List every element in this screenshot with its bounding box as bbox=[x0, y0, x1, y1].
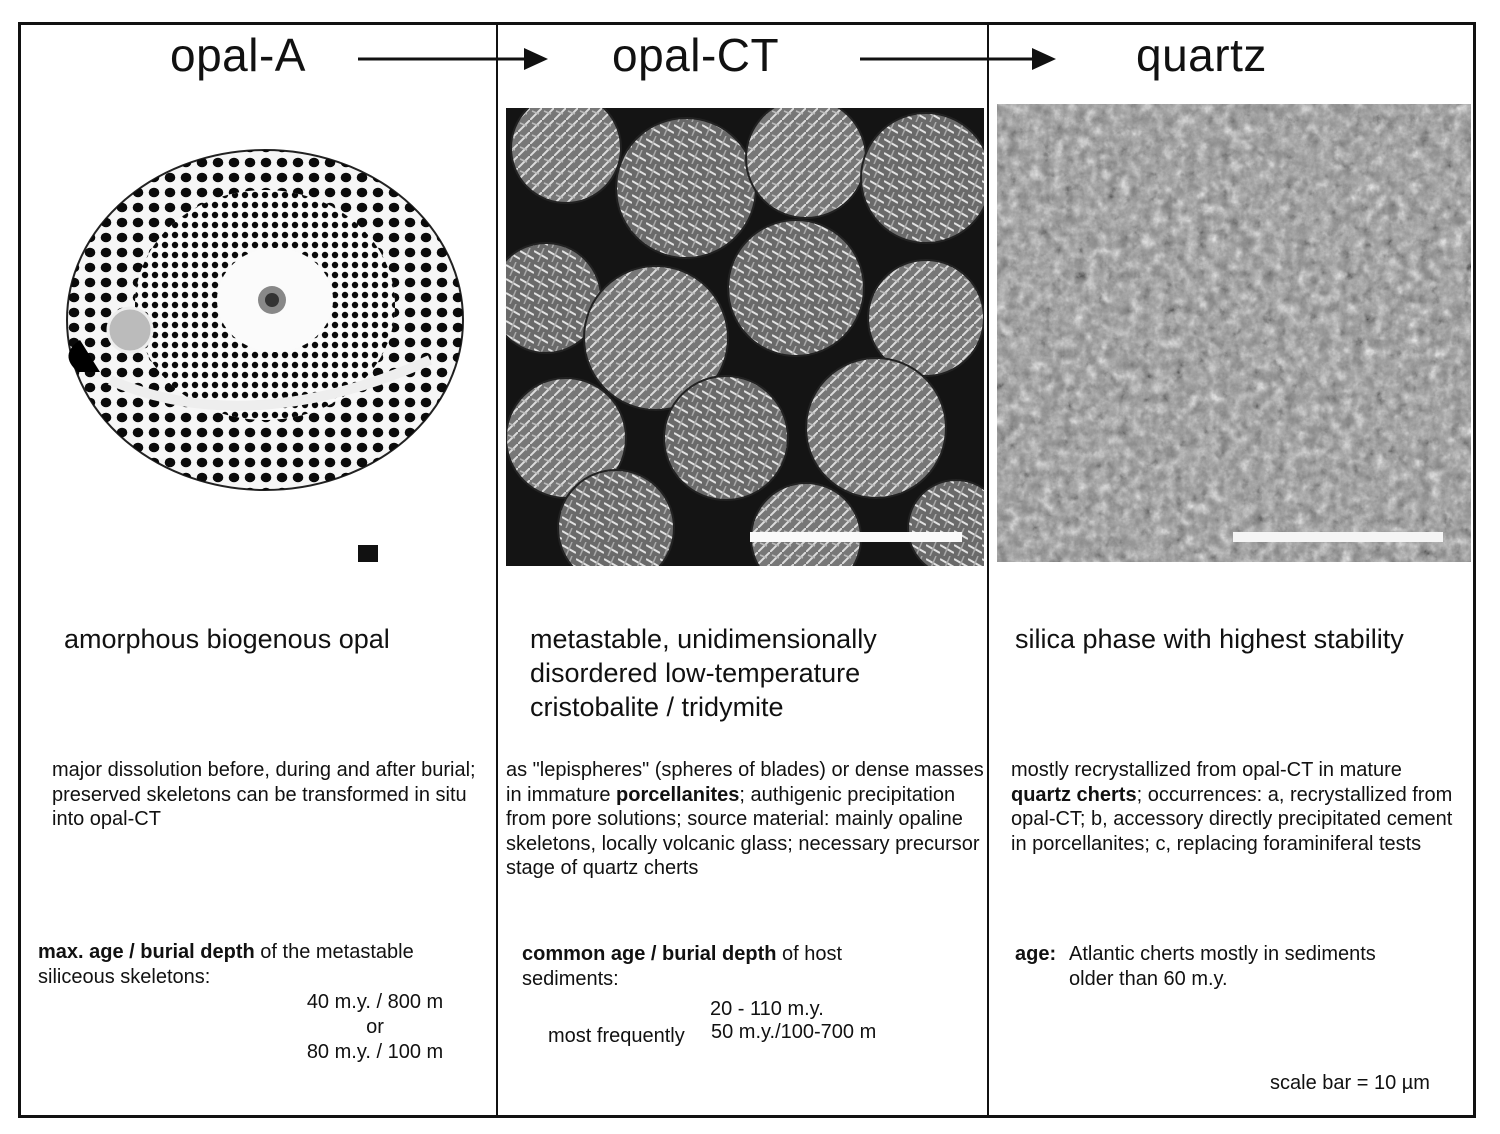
quartz-age-text: Atlantic cherts mostly in sediments older than 60 m.y. bbox=[1069, 943, 1376, 990]
scale-marker bbox=[358, 545, 378, 562]
title-quartz: quartz bbox=[1136, 29, 1267, 81]
scale-bar bbox=[750, 532, 962, 542]
column-divider-2 bbox=[987, 22, 989, 1118]
opal-a-age: max. age / burial depth of the metastable siliceous skeletons: bbox=[38, 941, 414, 988]
opal-ct-description: metastable, unidimensionally disordered low-temperature cristobalite / tridymite bbox=[530, 624, 877, 722]
opal-ct-age-range: 20 - 110 m.y. bbox=[710, 998, 824, 1020]
column-divider-1 bbox=[496, 22, 498, 1118]
quartz-texture-image bbox=[997, 104, 1471, 562]
title-opal-a: opal-A bbox=[170, 29, 306, 81]
opal-a-details: major dissolution before, during and after burial; preserved skeletons can be transformed in situ into opal-CT bbox=[52, 759, 476, 830]
title-opal-ct: opal-CT bbox=[612, 29, 780, 81]
quartz-age-label: age: bbox=[1015, 943, 1057, 965]
opal-a-age-or: or bbox=[366, 1016, 384, 1038]
opal-ct-age-frequent-value: 50 m.y./100-700 m bbox=[711, 1021, 877, 1043]
opal-a-diatom-image bbox=[50, 140, 470, 570]
opal-ct-age: common age / burial depth of host sediments: bbox=[522, 943, 843, 990]
quartz-description: silica phase with highest stability bbox=[1015, 624, 1404, 654]
opal-a-description: amorphous biogenous opal bbox=[64, 624, 390, 654]
quartz-details: mostly recrystallized from opal-CT in mature quartz cherts; occurrences: a, recrystallized from opal-CT; b, accessory directly precipitated cement in porcellanites; c, replacing foraminiferal tests bbox=[1011, 759, 1453, 855]
arrow-right-icon bbox=[860, 44, 1056, 74]
opal-a-age-value: 40 m.y. / 800 m bbox=[306, 991, 444, 1013]
scale-bar bbox=[1233, 532, 1443, 542]
opal-a-age-value: 80 m.y. / 100 m bbox=[306, 1041, 444, 1063]
opal-ct-lepispheres-image bbox=[506, 108, 984, 566]
arrow-right-icon bbox=[358, 44, 548, 74]
opal-ct-details: as "lepispheres" (spheres of blades) or dense masses in immature porcellanites; authigenic precipitation from pore solutions; source material: mainly opaline skeletons, locally volcanic glass; necessary precursor stage of quartz cherts bbox=[506, 759, 984, 879]
scale-bar-note: scale bar = 10 µm bbox=[1270, 1072, 1430, 1094]
opal-ct-age-frequent-label: most frequently bbox=[548, 1025, 685, 1047]
